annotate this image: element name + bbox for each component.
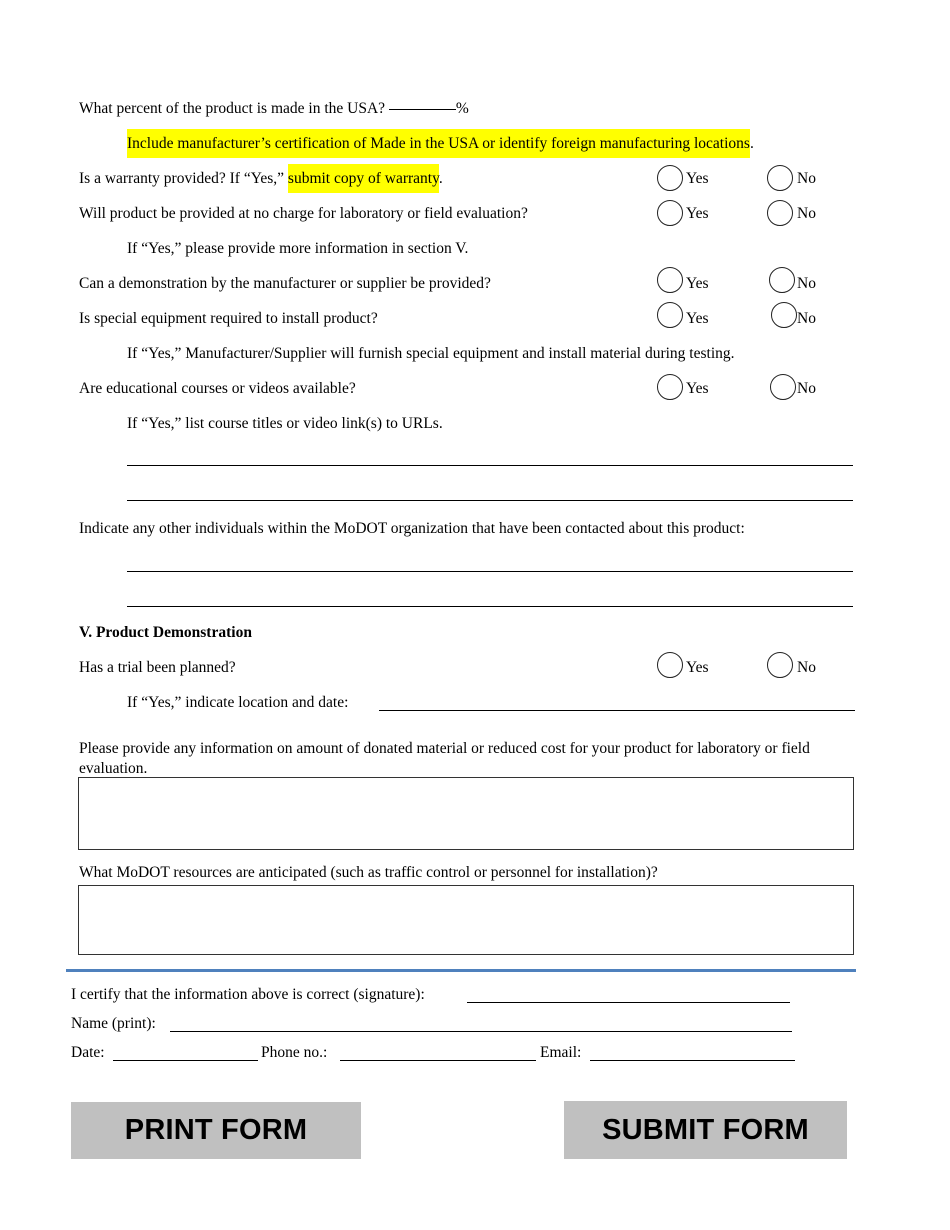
contacts-line-1[interactable] <box>127 571 853 572</box>
date-input[interactable] <box>113 1060 258 1061</box>
warranty-no-label: No <box>797 170 816 187</box>
warranty-question <box>79 163 443 195</box>
warranty-end: . <box>438 170 443 187</box>
eval-charge-no-label: No <box>797 205 816 222</box>
eval-charge-yes-label: Yes <box>686 205 709 222</box>
trial-note: If “Yes,” indicate location and date: <box>127 694 349 711</box>
trial-location-date-input[interactable] <box>379 710 855 711</box>
phone-label: Phone no.: <box>261 1044 328 1061</box>
eval-charge-no-radio[interactable] <box>767 200 793 226</box>
percent-question-text: What percent of the product is made in the USA? <box>79 100 389 117</box>
eval-note: If “Yes,” please provide more information in section V. <box>127 240 469 257</box>
print-form-button[interactable]: PRINT FORM <box>71 1102 361 1159</box>
date-label: Date: <box>71 1044 105 1061</box>
equipment-note: If “Yes,” Manufacturer/Supplier will furnish special equipment and install material during testing. <box>127 345 735 362</box>
trial-yes-radio[interactable] <box>657 652 683 678</box>
eval-charge-yes-radio[interactable] <box>657 200 683 226</box>
certify-label: I certify that the information above is correct (signature): <box>71 986 425 1003</box>
percent-unit: % <box>455 100 469 117</box>
equipment-question: Is special equipment required to install product? <box>79 310 378 327</box>
email-input[interactable] <box>590 1060 795 1061</box>
demo-yes-label: Yes <box>686 275 709 292</box>
warranty-no-radio[interactable] <box>767 165 793 191</box>
equipment-no-label: No <box>797 310 816 327</box>
usa-note <box>127 128 754 160</box>
courses-question: Are educational courses or videos available? <box>79 380 356 397</box>
equipment-no-radio[interactable] <box>771 302 797 328</box>
courses-yes-radio[interactable] <box>657 374 683 400</box>
trial-yes-label: Yes <box>686 659 709 676</box>
courses-note: If “Yes,” list course titles or video link(s) to URLs. <box>127 415 443 432</box>
courses-no-radio[interactable] <box>770 374 796 400</box>
resources-question: What MoDOT resources are anticipated (such as traffic control or personnel for installation)? <box>79 864 658 881</box>
usa-note-end: . <box>749 135 754 152</box>
trial-no-label: No <box>797 659 816 676</box>
courses-yes-label: Yes <box>686 380 709 397</box>
signature-input[interactable] <box>467 1002 790 1003</box>
demo-no-radio[interactable] <box>769 267 795 293</box>
donated-textarea[interactable] <box>78 777 854 850</box>
warranty-yes-radio[interactable] <box>657 165 683 191</box>
percent-input[interactable] <box>389 109 456 110</box>
trial-question: Has a trial been planned? <box>79 659 236 676</box>
courses-line-2[interactable] <box>127 500 853 501</box>
demo-no-label: No <box>797 275 816 292</box>
percent-question <box>79 100 469 118</box>
phone-input[interactable] <box>340 1060 536 1061</box>
contacts-line-2[interactable] <box>127 606 853 607</box>
name-label: Name (print): <box>71 1015 156 1032</box>
demo-yes-radio[interactable] <box>657 267 683 293</box>
name-input[interactable] <box>170 1031 792 1032</box>
section-title: V. Product Demonstration <box>79 624 252 641</box>
equipment-yes-label: Yes <box>686 310 709 327</box>
submit-form-button[interactable]: SUBMIT FORM <box>564 1101 847 1159</box>
warranty-text: Is a warranty provided? If “Yes,” <box>79 170 288 187</box>
courses-no-label: No <box>797 380 816 397</box>
courses-line-1[interactable] <box>127 465 853 466</box>
warranty-yes-label: Yes <box>686 170 709 187</box>
email-label: Email: <box>540 1044 582 1061</box>
trial-no-radio[interactable] <box>767 652 793 678</box>
contacts-question: Indicate any other individuals within the MoDOT organization that have been contacted about this product: <box>79 520 745 537</box>
donated-question: Please provide any information on amount of donated material or reduced cost for your product for laboratory or field evaluation. <box>79 740 810 777</box>
resources-textarea[interactable] <box>78 885 854 955</box>
section-divider <box>66 969 856 972</box>
usa-note-highlight: Include manufacturer’s certification of Made in the USA or identify foreign manufacturing locations <box>127 129 750 158</box>
warranty-highlight: submit copy of warranty <box>288 164 439 193</box>
equipment-yes-radio[interactable] <box>657 302 683 328</box>
eval-charge-question: Will product be provided at no charge for laboratory or field evaluation? <box>79 205 528 222</box>
demo-question: Can a demonstration by the manufacturer or supplier be provided? <box>79 275 491 292</box>
